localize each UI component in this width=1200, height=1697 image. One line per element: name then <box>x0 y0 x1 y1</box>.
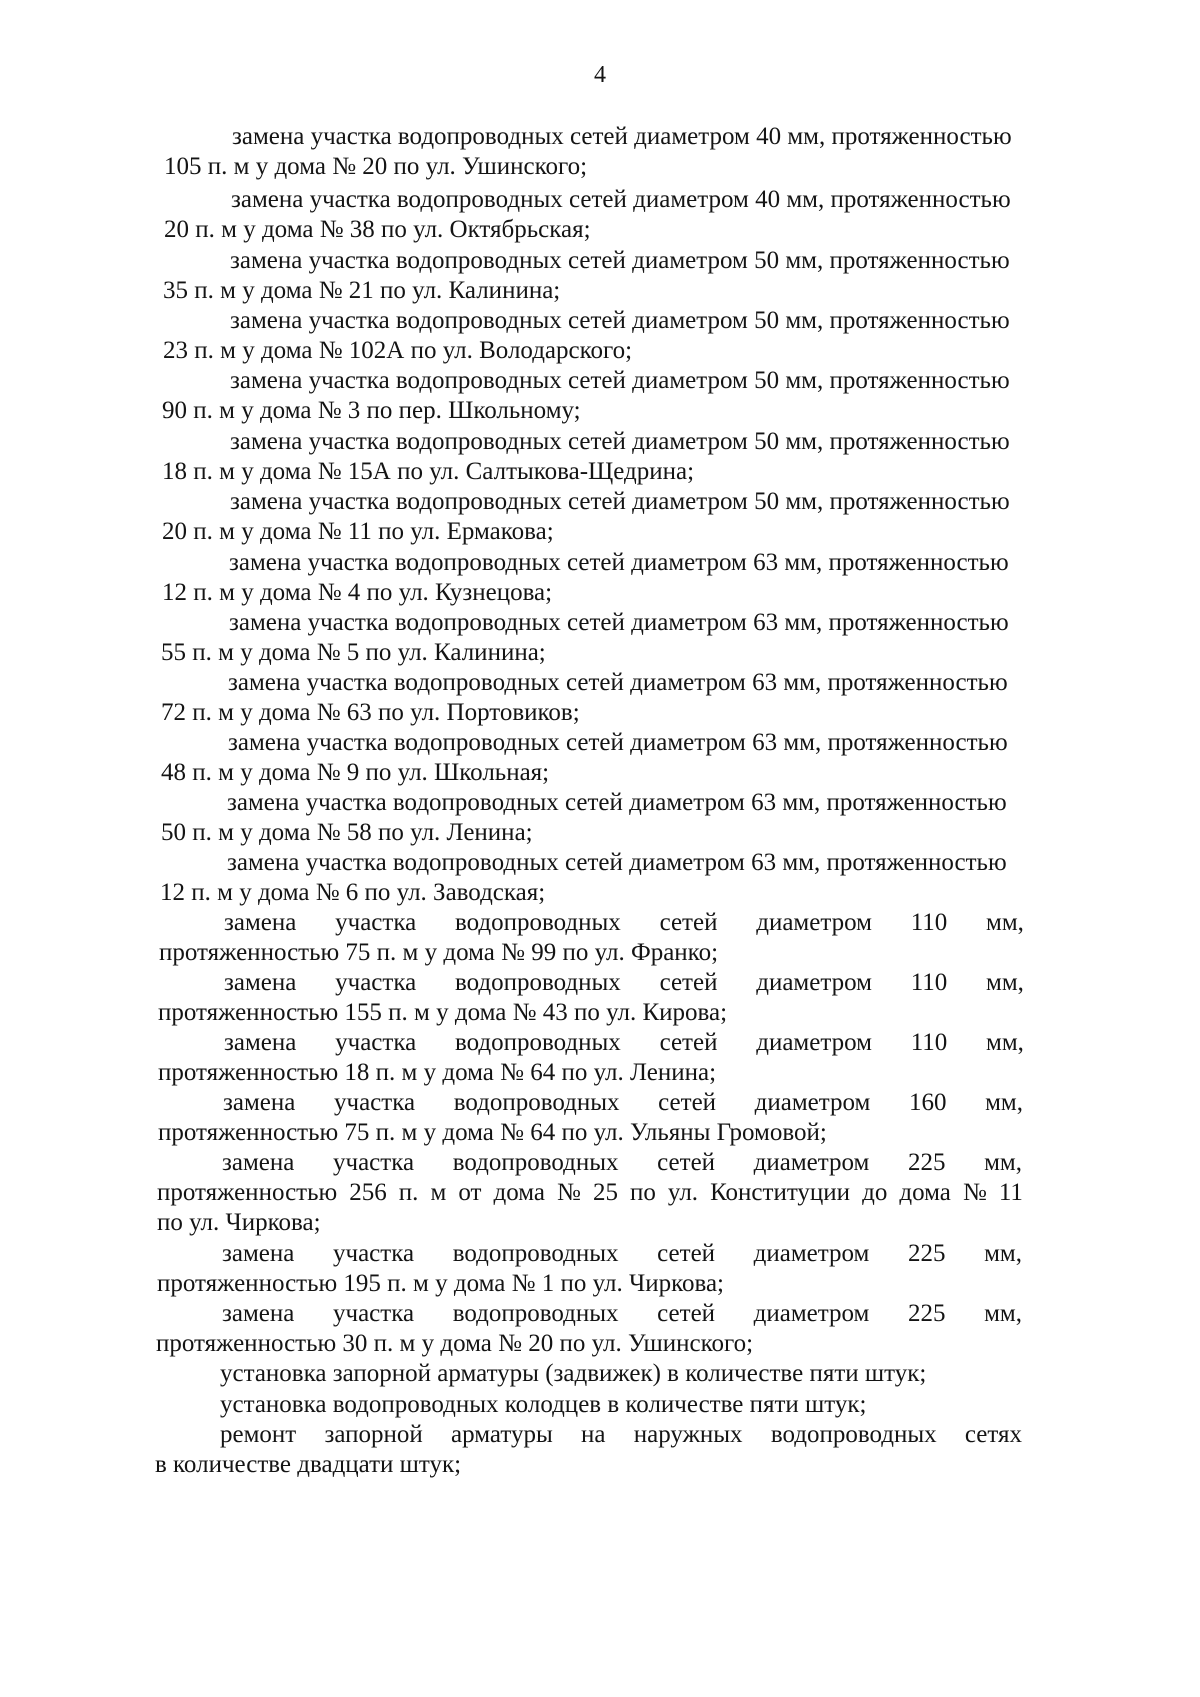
list-item: замена участка водопроводных сетей диаметром 63 мм, протяженностью 55 п. м у дома № 5 по ул. Калинина; <box>161 609 1009 666</box>
list-item: замена участка водопроводных сетей диаметром 110 мм, протяженностью 155 п. м у дома № 43 по ул. Кирова; <box>158 969 1024 1026</box>
list-item: замена участка водопроводных сетей диаметром 50 мм, протяженностью 90 п. м у дома № 3 по пер. Школьному; <box>162 367 1010 424</box>
page-number: 4 <box>594 62 606 88</box>
list-item: установка водопроводных колодцев в количестве пяти штук; <box>220 1391 867 1418</box>
list-item: замена участка водопроводных сетей диаметром 50 мм, протяженностью 18 п. м у дома № 15А по ул. Салтыкова-Щедрина; <box>162 428 1010 485</box>
list-item: замена участка водопроводных сетей диаметром 50 мм, протяженностью 20 п. м у дома № 11 по ул. Ермакова; <box>162 488 1010 545</box>
list-item: замена участка водопроводных сетей диаметром 225 мм, протяженностью 195 п. м у дома № 1 по ул. Чиркова; <box>157 1240 1022 1297</box>
list-item: замена участка водопроводных сетей диаметром 225 мм, протяженностью 30 п. м у дома № 20 по ул. Ушинского; <box>156 1300 1022 1357</box>
list-item: замена участка водопроводных сетей диаметром 63 мм, протяженностью 12 п. м у дома № 4 по ул. Кузнецова; <box>162 549 1009 606</box>
list-item: установка запорной арматуры (задвижек) в количестве пяти штук; <box>220 1360 927 1387</box>
items-wide <box>0 908 1200 1148</box>
items-wide-2 <box>0 1239 1200 1359</box>
list-item: ремонт запорной арматуры на наружных водопроводных сетях в количестве двадцати штук; <box>155 1421 1022 1478</box>
list-item: замена участка водопроводных сетей диаметром 63 мм, протяженностью 72 п. м у дома № 63 по ул. Портовиков; <box>161 669 1008 726</box>
items-regular <box>0 122 1200 908</box>
list-item: замена участка водопроводных сетей диаметром 50 мм, протяженностью 23 п. м у дома № 102А по ул. Володарского; <box>163 307 1010 364</box>
list-item: замена участка водопроводных сетей диаметром 40 мм, протяженностью 20 п. м у дома № 38 по ул. Октябрьская; <box>164 186 1011 243</box>
list-item: замена участка водопроводных сетей диаметром 50 мм, протяженностью 35 п. м у дома № 21 по ул. Калинина; <box>163 247 1010 304</box>
list-item: замена участка водопроводных сетей диаметром 110 мм, протяженностью 18 п. м у дома № 64 по ул. Ленина; <box>158 1029 1024 1086</box>
list-item: замена участка водопроводных сетей диаметром 110 мм, протяженностью 75 п. м у дома № 99 по ул. Франко; <box>159 909 1024 966</box>
list-item: замена участка водопроводных сетей диаметром 63 мм, протяженностью 48 п. м у дома № 9 по ул. Школьная; <box>161 729 1008 786</box>
list-item: замена участка водопроводных сетей диаметром 225 мм, протяженностью 256 п. м от дома № 25 по ул. Конституции до дома № 11 по ул. Чиркова; <box>157 1149 1023 1236</box>
document-body <box>0 122 1200 1480</box>
list-item: замена участка водопроводных сетей диаметром 160 мм, протяженностью 75 п. м у дома № 64 по ул. Ульяны Громовой; <box>158 1089 1023 1146</box>
list-item: замена участка водопроводных сетей диаметром 63 мм, протяженностью 50 п. м у дома № 58 по ул. Ленина; <box>161 789 1007 846</box>
list-item: замена участка водопроводных сетей диаметром 40 мм, протяженностью 105 п. м у дома № 20 по ул. Ушинского; <box>164 123 1012 180</box>
list-item: замена участка водопроводных сетей диаметром 63 мм, протяженностью 12 п. м у дома № 6 по ул. Заводская; <box>160 849 1007 906</box>
